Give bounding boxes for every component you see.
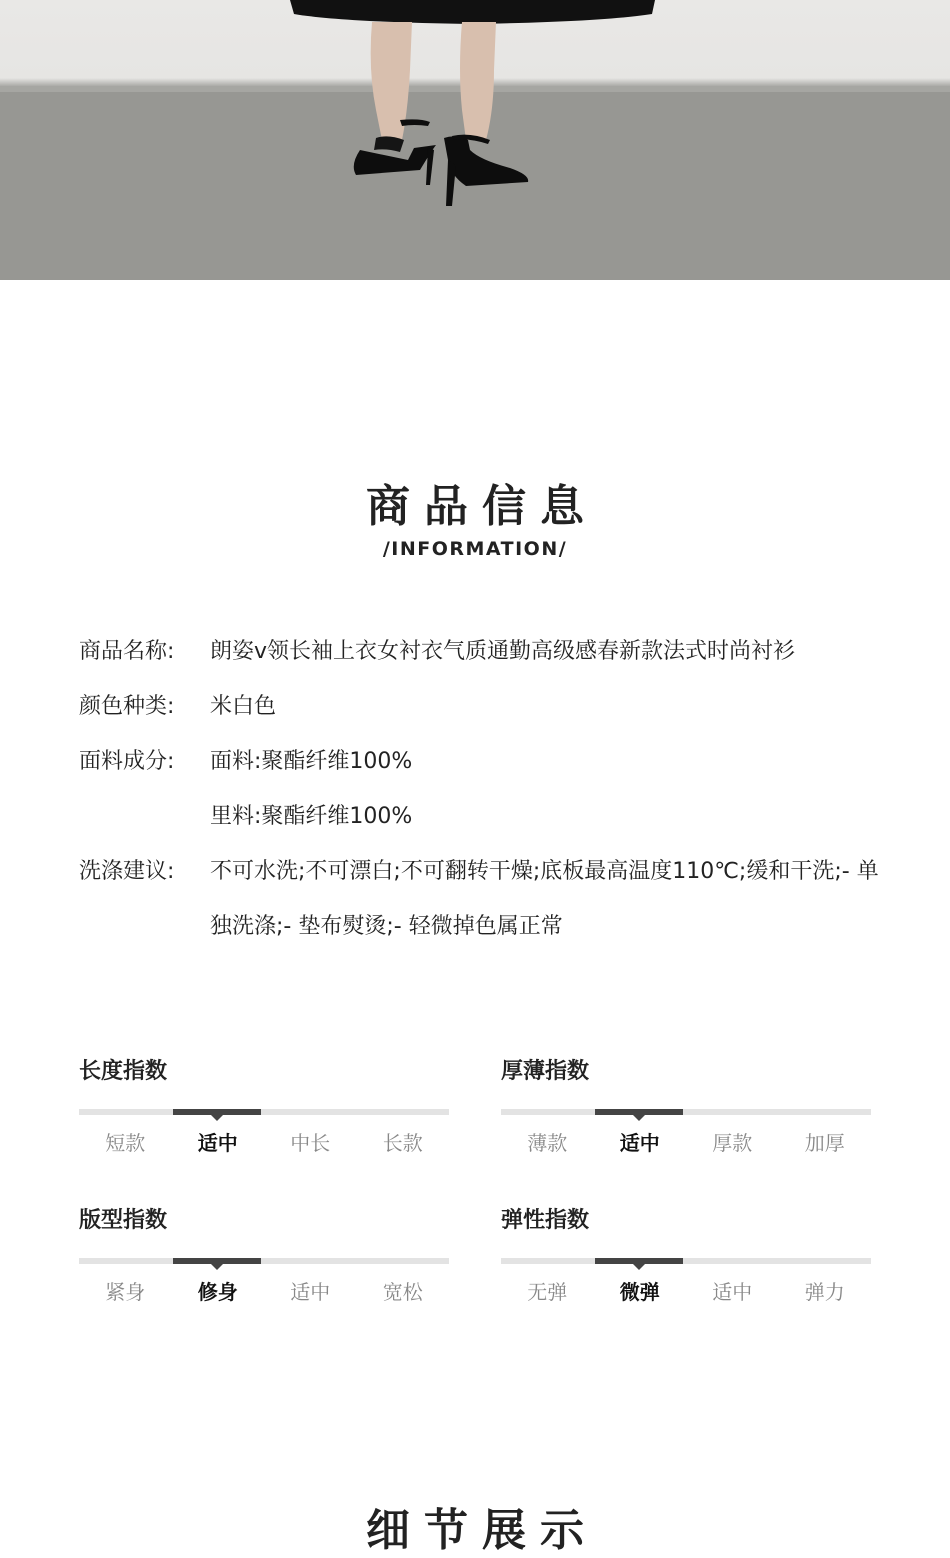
index-option: 宽松 bbox=[382, 1280, 423, 1304]
info-row-fabric bbox=[79, 734, 879, 789]
section-subtitle: /INFORMATION/ bbox=[382, 538, 568, 560]
info-value: 里料:聚酯纤维100% bbox=[210, 804, 413, 829]
info-label bbox=[79, 789, 210, 844]
index-title: 长度指数 bbox=[79, 1059, 168, 1084]
index-options bbox=[79, 1278, 449, 1306]
index-option: 弹力 bbox=[804, 1280, 845, 1304]
info-label: 面料成分: bbox=[79, 749, 175, 774]
fit-index bbox=[79, 1206, 449, 1306]
info-row-care bbox=[79, 844, 879, 954]
index-option: 中长 bbox=[290, 1131, 331, 1155]
index-title: 弹性指数 bbox=[501, 1208, 590, 1233]
product-info bbox=[79, 624, 879, 954]
index-option: 适中 bbox=[290, 1280, 331, 1304]
info-value: 面料:聚酯纤维100% bbox=[210, 749, 413, 774]
info-row-color bbox=[79, 679, 879, 734]
index-option: 短款 bbox=[105, 1131, 146, 1155]
index-option: 紧身 bbox=[105, 1280, 146, 1304]
index-pointer bbox=[633, 1115, 645, 1121]
index-option-selected: 修身 bbox=[197, 1280, 238, 1304]
info-label: 洗涤建议: bbox=[79, 859, 175, 884]
index-option: 加厚 bbox=[804, 1131, 845, 1155]
index-option-selected: 适中 bbox=[197, 1131, 238, 1155]
index-pointer bbox=[211, 1115, 223, 1121]
elasticity-index bbox=[501, 1206, 871, 1306]
index-option: 长款 bbox=[382, 1131, 423, 1155]
index-pointer bbox=[211, 1264, 223, 1270]
index-option: 无弹 bbox=[527, 1280, 568, 1304]
info-label: 颜色种类: bbox=[79, 694, 175, 719]
product-photo bbox=[0, 0, 950, 280]
info-value: 不可水洗;不可漂白;不可翻转干燥;底板最高温度110℃;缓和干洗;- 单独洗涤;- 垫布熨烫;- 轻微掉色属正常 bbox=[210, 859, 879, 939]
model-legs-illustration bbox=[0, 0, 950, 280]
index-track bbox=[79, 1109, 449, 1115]
index-track bbox=[79, 1258, 449, 1264]
index-option: 厚款 bbox=[712, 1131, 753, 1155]
info-value: 米白色 bbox=[210, 694, 277, 719]
index-track bbox=[501, 1258, 871, 1264]
thickness-index bbox=[501, 1057, 871, 1157]
info-value: 朗姿v领长袖上衣女衬衣气质通勤高级感春新款法式时尚衬衫 bbox=[210, 639, 796, 664]
info-row-name bbox=[79, 624, 879, 679]
index-options bbox=[79, 1129, 449, 1157]
index-option: 薄款 bbox=[527, 1131, 568, 1155]
index-pointer bbox=[633, 1264, 645, 1270]
index-option-selected: 微弹 bbox=[619, 1280, 660, 1304]
index-option: 适中 bbox=[712, 1280, 753, 1304]
index-title: 厚薄指数 bbox=[501, 1059, 590, 1084]
index-option-selected: 适中 bbox=[619, 1131, 660, 1155]
detail-section-title: 细节展示 bbox=[366, 1505, 598, 1556]
info-label: 商品名称: bbox=[79, 639, 175, 664]
length-index bbox=[79, 1057, 449, 1157]
section-title: 商品信息 bbox=[366, 481, 598, 532]
index-title: 版型指数 bbox=[79, 1208, 168, 1233]
index-track bbox=[501, 1109, 871, 1115]
index-options bbox=[501, 1278, 871, 1306]
info-row-lining bbox=[79, 789, 879, 844]
index-options bbox=[501, 1129, 871, 1157]
